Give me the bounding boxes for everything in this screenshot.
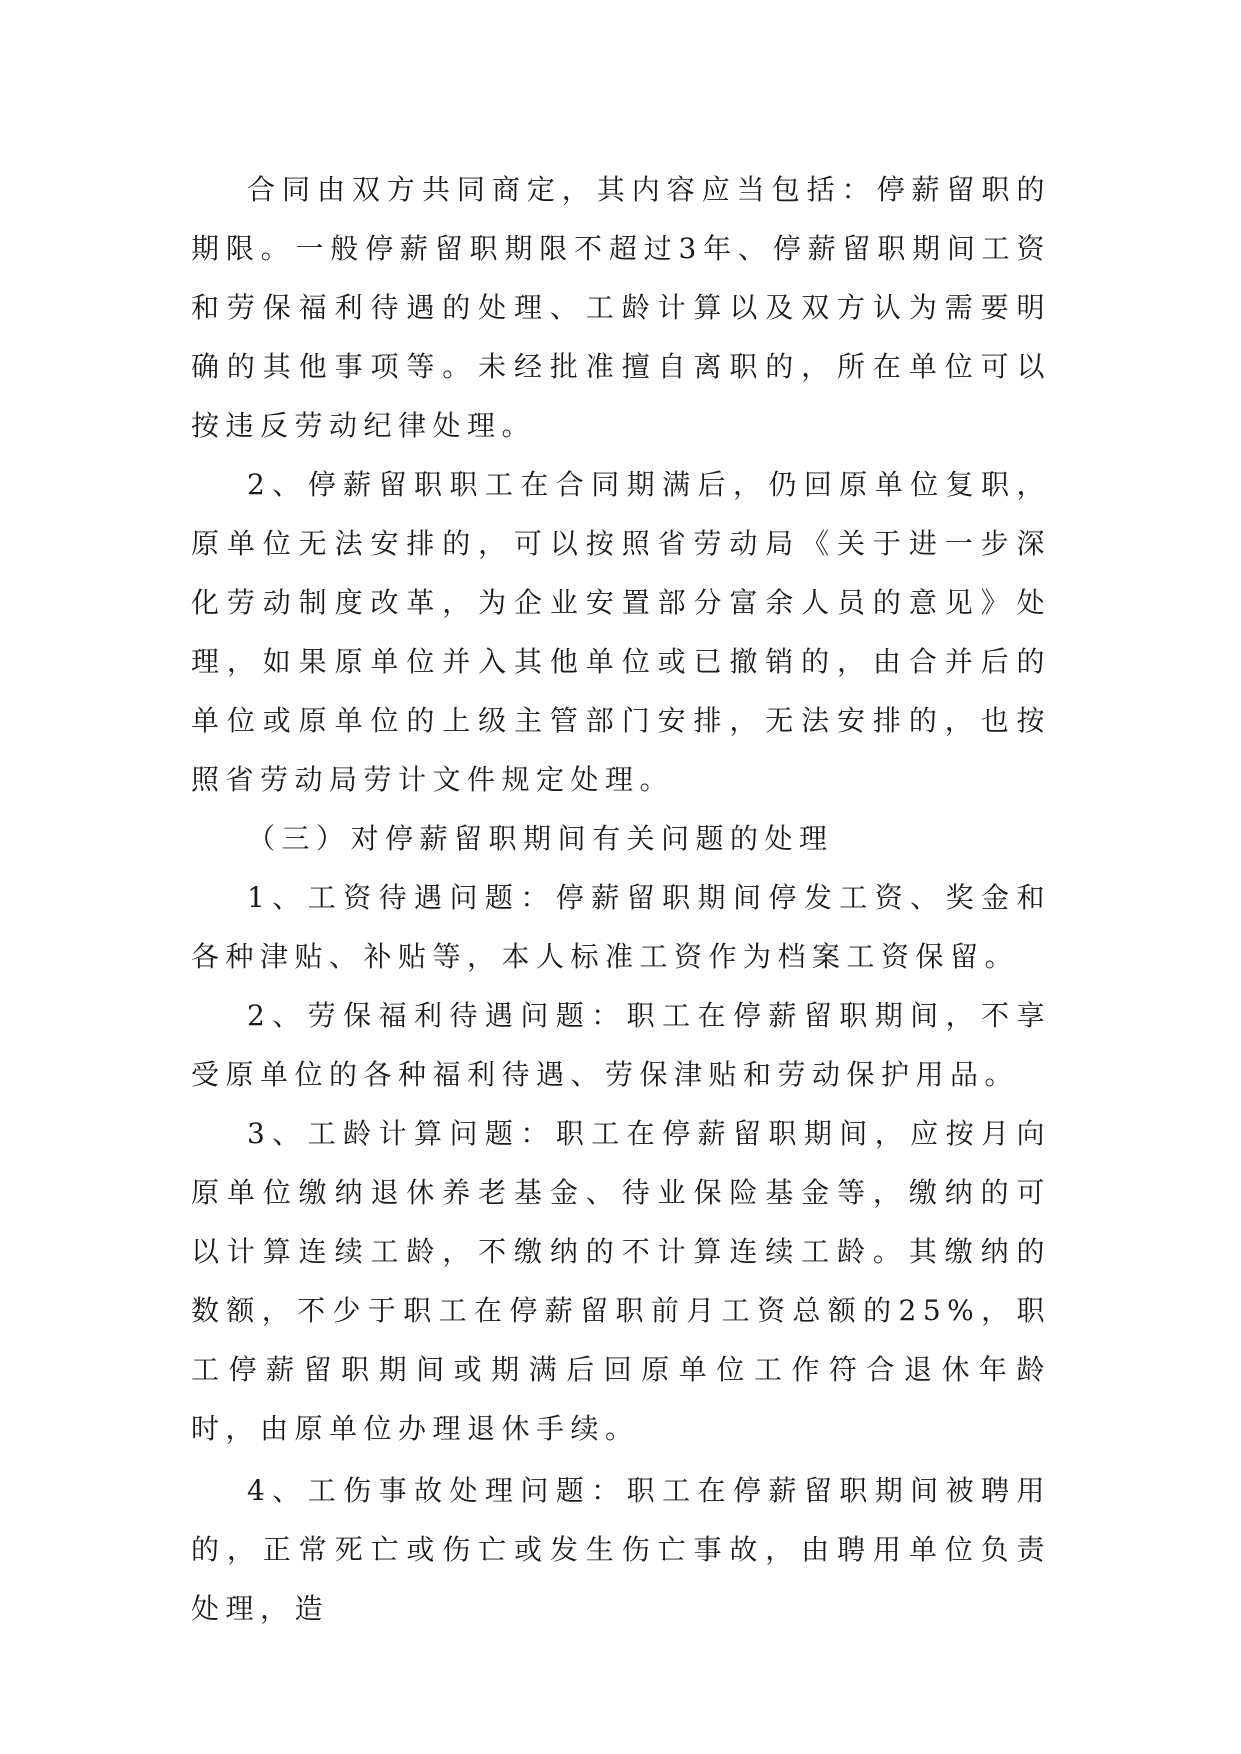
paragraph-injury-handling: 4、工伤事故处理问题：职工在停薪留职期间被聘用的，正常死亡或伤亡或发生伤亡事故，由聘用单位负责处理，造	[191, 1474, 1051, 1625]
paragraph-welfare-treatment: 2、劳保福利待遇问题：职工在停薪留职期间，不享受原单位的各种福利待遇、劳保津贴和劳动保护用品。	[191, 999, 1051, 1091]
section-heading-issues: （三）对停薪留职期间有关问题的处理	[247, 822, 834, 855]
paragraph-contract-contents: 合同由双方共同商定，其内容应当包括：停薪留职的期限。一般停薪留职期限不超过3年、停薪留职期间工资和劳保福利待遇的处理、工龄计算以及双方认为需要明确的其他事项等。未经批准擅自离职的，所在单位可以按违反劳动纪律处理。	[191, 173, 1051, 442]
paragraph-reinstatement: 2、停薪留职职工在合同期满后，仍回原单位复职，原单位无法安排的，可以按照省劳动局《关于进一步深化劳动制度改革，为企业安置部分富余人员的意见》处理，如果原单位并入其他单位或已撤销的，由合并后的单位或原单位的上级主管部门安排，无法安排的，也按照省劳动局劳计文件规定处理。	[191, 468, 1051, 796]
paragraph-seniority-calculation: 3、工龄计算问题：职工在停薪留职期间，应按月向原单位缴纳退休养老基金、待业保险基金等，缴纳的可以计算连续工龄，不缴纳的不计算连续工龄。其缴纳的数额，不少于职工在停薪留职前月工资总额的25%，职工停薪留职期间或期满后回原单位工作符合退休年龄时，由原单位办理退休手续。	[191, 1117, 1051, 1445]
paragraph-wage-treatment: 1、工资待遇问题：停薪留职期间停发工资、奖金和各种津贴、补贴等，本人标准工资作为档案工资保留。	[191, 881, 1051, 973]
document-page	[191, 160, 1051, 1638]
